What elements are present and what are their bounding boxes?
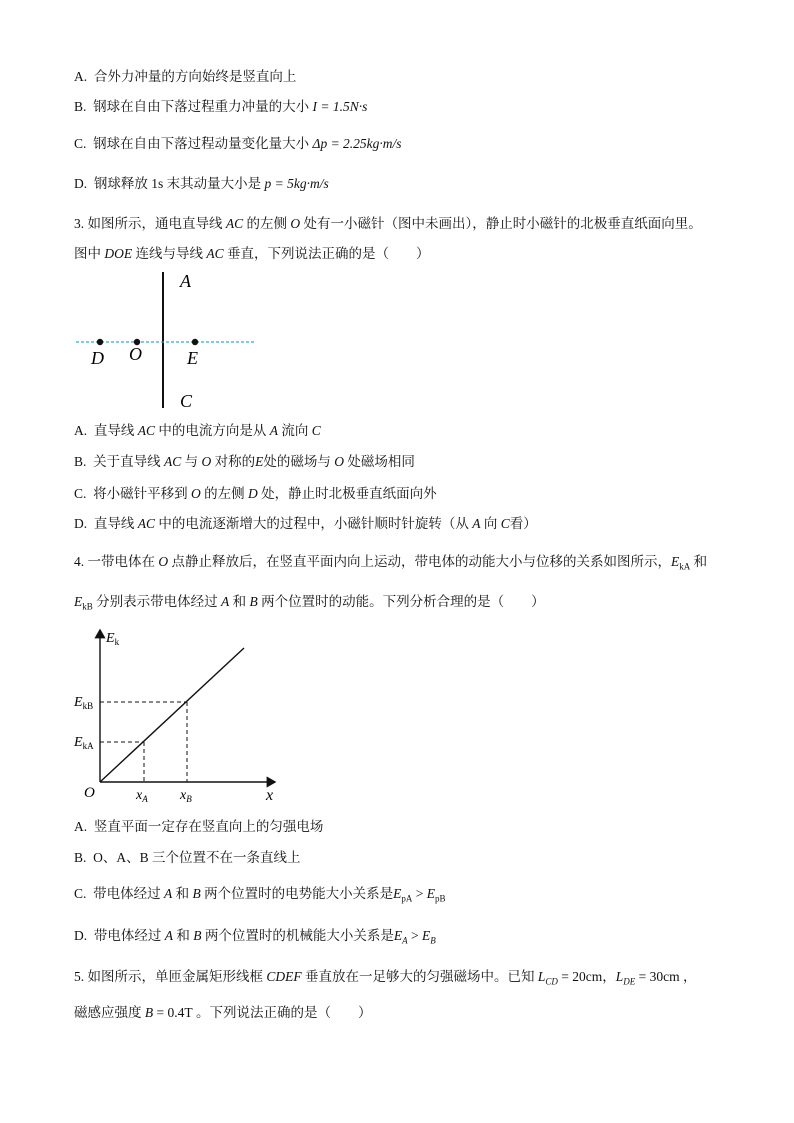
stem-text: 和 bbox=[693, 554, 708, 569]
xa-label: $x_A$ bbox=[136, 788, 148, 804]
option-text: 钢球在自由下落过程重力冲量的大小 bbox=[93, 99, 310, 114]
option-text: 中的电流逐渐增大的过程中，小磁针顺时针旋转（从 bbox=[158, 516, 469, 531]
stem-math bbox=[671, 554, 691, 572]
math-symbol: E bbox=[422, 928, 431, 943]
option-text: 合外力冲量的方向始终是竖直向上 bbox=[93, 69, 297, 84]
option-text: 处，静止时北极垂直纸面向外 bbox=[261, 486, 437, 501]
option-text: 关于直导线 bbox=[93, 454, 161, 469]
option-text: 处磁场相同 bbox=[347, 454, 415, 469]
option-text: 将小磁针平移到 bbox=[93, 486, 188, 501]
option-math: A bbox=[269, 423, 279, 438]
option-text: 流向 bbox=[281, 423, 309, 438]
ek-subscript: kA bbox=[679, 561, 691, 572]
ek-line bbox=[100, 648, 244, 782]
math-subscript: pB bbox=[435, 893, 446, 904]
math-value: = 0.4T bbox=[153, 1005, 193, 1020]
math-value: = 30cm bbox=[635, 969, 680, 984]
option-math: B bbox=[192, 886, 201, 901]
stem-text: 和 bbox=[232, 594, 247, 609]
q2-option-b bbox=[74, 98, 367, 116]
stem-text: 两个位置时的动能。下列分析合理的是（ ） bbox=[261, 594, 545, 609]
math-value: = 20cm bbox=[557, 969, 603, 984]
option-math: I = 1.5N·s bbox=[312, 99, 368, 114]
option-letter: A. bbox=[74, 69, 88, 84]
point-d bbox=[97, 339, 103, 345]
option-letter: B. bbox=[74, 850, 87, 865]
ekb-label: $E_{kB}$ bbox=[74, 695, 94, 711]
q2-option-a bbox=[74, 68, 296, 86]
math-symbol: E bbox=[393, 928, 403, 943]
x-axis-label: x bbox=[266, 787, 274, 804]
ek-symbol: E bbox=[74, 594, 83, 609]
option-text: 处的磁场与 bbox=[263, 454, 331, 469]
option-letter: A. bbox=[74, 819, 88, 834]
option-text: 钢球释放 bbox=[93, 176, 148, 191]
option-text: 两个位置时的机械能大小关系是 bbox=[204, 928, 394, 943]
option-text: 和 bbox=[175, 886, 190, 901]
option-math: O bbox=[191, 486, 201, 501]
stem-math: B bbox=[249, 594, 258, 609]
math-symbol: E bbox=[426, 886, 436, 901]
stem-math: DOE bbox=[104, 246, 133, 261]
stem-math bbox=[74, 594, 93, 612]
option-text: 的左侧 bbox=[204, 486, 245, 501]
q3-option-b bbox=[74, 453, 415, 471]
q4-stem-line1 bbox=[74, 553, 707, 576]
q4-option-c bbox=[74, 885, 446, 908]
math-symbol: L bbox=[615, 969, 624, 984]
option-math: p = 5kg·m/s bbox=[264, 176, 329, 191]
stem-text: 4. 一带电体在 bbox=[74, 554, 155, 569]
option-math: B bbox=[193, 928, 202, 943]
stem-text: 垂直，下列说法正确的是（ ） bbox=[227, 246, 430, 261]
option-math: AC bbox=[137, 423, 156, 438]
option-math: C bbox=[500, 516, 510, 531]
q3-option-c bbox=[74, 485, 437, 503]
option-math: A bbox=[164, 928, 173, 943]
q4-option-b bbox=[74, 849, 301, 867]
y-axis-label: $E_k$ bbox=[106, 631, 120, 647]
option-math: AC bbox=[137, 516, 156, 531]
q2-option-d bbox=[74, 175, 329, 193]
option-math: Δp = 2.25kg·m/s bbox=[312, 136, 402, 151]
label-a: A bbox=[180, 271, 191, 291]
stem-text: 3. 如图所示，通电直导线 bbox=[74, 216, 223, 231]
option-letter: C. bbox=[74, 486, 87, 501]
stem-text: 的左侧 bbox=[246, 216, 288, 231]
option-text: O、A、B 三个位置不在一条直线上 bbox=[93, 850, 301, 865]
stem-text: 处有一小磁针（图中未画出），静止时小磁针的北极垂直纸面向里。 bbox=[303, 216, 702, 231]
q3-stem-line2 bbox=[74, 245, 430, 263]
stem-math: A bbox=[221, 594, 230, 609]
stem-math: CDEF bbox=[266, 969, 302, 984]
option-text: 对称的 bbox=[214, 454, 256, 469]
option-math: AC bbox=[164, 454, 182, 469]
origin-label: O bbox=[84, 785, 95, 801]
option-text: 中的电流方向是从 bbox=[158, 423, 267, 438]
option-letter: C. bbox=[74, 136, 87, 151]
xb-label: $x_B$ bbox=[180, 788, 192, 804]
option-math: E bbox=[255, 454, 264, 469]
eka-label: $E_{kA}$ bbox=[74, 735, 94, 751]
stem-text: 连线与导线 bbox=[135, 246, 203, 261]
math-subscript: DE bbox=[623, 976, 636, 987]
option-letter: D. bbox=[74, 928, 88, 943]
option-text: 两个位置时的电势能大小关系是 bbox=[204, 886, 394, 901]
option-letter: C. bbox=[74, 886, 87, 901]
stem-text: 图中 bbox=[74, 246, 101, 261]
math-symbol: B bbox=[144, 1005, 154, 1020]
q4-option-a bbox=[74, 818, 323, 836]
q4-graph bbox=[70, 622, 290, 807]
stem-text: 。下列说法正确的是（ ） bbox=[196, 1005, 372, 1020]
option-text: 和 bbox=[176, 928, 190, 943]
q5-stem-line2 bbox=[74, 1004, 372, 1022]
math-subscript: A bbox=[402, 935, 408, 946]
stem-text: ， bbox=[602, 969, 616, 984]
q3-option-a bbox=[74, 422, 321, 440]
stem-math: AC bbox=[206, 246, 224, 261]
option-letter: D. bbox=[74, 516, 88, 531]
option-letter: B. bbox=[74, 454, 87, 469]
option-text: 末其动量大小是 bbox=[166, 176, 262, 191]
stem-math bbox=[145, 1005, 193, 1020]
math-symbol: E bbox=[393, 886, 402, 901]
point-e bbox=[192, 339, 198, 345]
option-math: A bbox=[472, 516, 481, 531]
stem-text: 垂直放在一足够大的匀强磁场中。已知 bbox=[305, 969, 535, 984]
option-letter: A. bbox=[74, 423, 88, 438]
stem-math: O bbox=[158, 554, 169, 569]
ek-symbol: E bbox=[671, 554, 680, 569]
option-math: D bbox=[248, 486, 258, 501]
option-text: 看） bbox=[509, 516, 537, 531]
stem-text: 5. 如图所示，单匝金属矩形线框 bbox=[74, 969, 263, 984]
math-subscript: B bbox=[430, 935, 436, 946]
option-math: C bbox=[311, 423, 321, 438]
option-math: A bbox=[164, 886, 173, 901]
option-text: 向 bbox=[483, 516, 498, 531]
option-letter: B. bbox=[74, 99, 87, 114]
q2-option-c bbox=[74, 135, 402, 153]
math-subscript: pA bbox=[401, 893, 413, 904]
option-text: 直导线 bbox=[93, 516, 135, 531]
q3-option-d bbox=[74, 515, 537, 533]
option-math: 1s bbox=[151, 176, 164, 191]
label-e: E bbox=[187, 348, 198, 368]
option-math: O bbox=[334, 454, 345, 469]
math-operator: > bbox=[407, 928, 422, 943]
option-text: 竖直平面一定存在竖直向上的匀强电场 bbox=[93, 819, 324, 834]
option-text: 钢球在自由下落过程动量变化量大小 bbox=[93, 136, 310, 151]
math-symbol: L bbox=[537, 969, 546, 984]
stem-math bbox=[615, 969, 680, 987]
label-c: C bbox=[180, 391, 193, 411]
stem-text: ， bbox=[683, 969, 697, 984]
label-d: D bbox=[91, 348, 104, 368]
option-math bbox=[393, 928, 436, 946]
option-text: 与 bbox=[184, 454, 199, 469]
option-math: O bbox=[201, 454, 212, 469]
stem-text: 点静止释放后，在竖直平面内向上运动，带电体的动能大小与位移的关系如图所示， bbox=[171, 554, 671, 569]
q3-figure bbox=[60, 262, 280, 417]
option-math bbox=[393, 886, 446, 904]
stem-math: O bbox=[290, 216, 301, 231]
q4-stem-line2 bbox=[74, 593, 545, 616]
option-text: 带电体经过 bbox=[93, 886, 161, 901]
option-text: 直导线 bbox=[93, 423, 135, 438]
label-o: O bbox=[129, 344, 142, 364]
stem-math: AC bbox=[225, 216, 244, 231]
q3-stem-line1 bbox=[74, 215, 702, 233]
ek-subscript: kB bbox=[82, 601, 93, 612]
math-subscript: CD bbox=[545, 976, 558, 987]
q4-option-d bbox=[74, 927, 436, 950]
stem-text: 磁感应强度 bbox=[74, 1005, 142, 1020]
stem-math bbox=[537, 969, 603, 987]
q5-stem-line1 bbox=[74, 968, 697, 991]
stem-text: 分别表示带电体经过 bbox=[96, 594, 218, 609]
math-operator: > bbox=[412, 886, 427, 901]
option-text: 带电体经过 bbox=[93, 928, 162, 943]
option-letter: D. bbox=[74, 176, 88, 191]
